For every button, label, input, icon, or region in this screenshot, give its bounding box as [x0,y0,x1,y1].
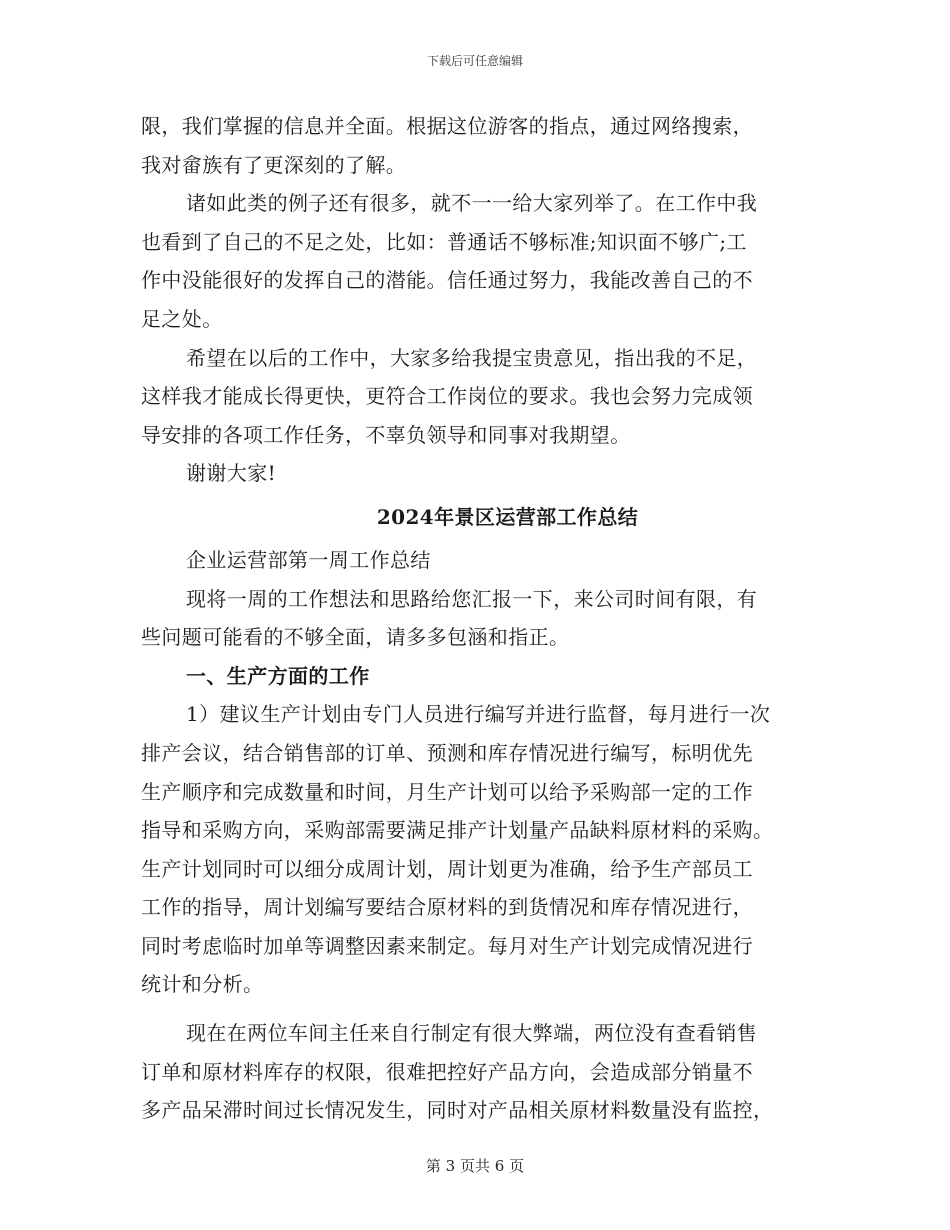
item-line: 生产顺序和完成数量和时间，月生产计划可以给予采购部一定的工作 [141,779,753,804]
item-line: 同时考虑临时加单等调整因素来制定。每月对生产计划完成情况进行 [141,933,753,958]
paragraph-line: 订单和原材料库存的权限，很难把控好产品方向，会造成部分销量不 [141,1059,753,1084]
paragraph-line: 作中没能很好的发挥自己的潜能。信任通过努力，我能改善自己的不 [141,268,753,293]
paragraph-line: 我对畲族有了更深刻的了解。 [141,152,407,177]
intro-line: 些问题可能看的不够全面，请多多包涵和指正。 [141,625,570,650]
paragraph-line: 多产品呆滞时间过长情况发生，同时对产品相关原材料数量没有监控， [141,1098,774,1123]
paragraph-line: 诸如此类的例子还有很多，就不一一给大家列举了。在工作中我 [186,191,758,216]
item-line: 排产会议，结合销售部的订单、预测和库存情况进行编写，标明优先 [141,740,753,765]
document-title: 2024年景区运营部工作总结 [376,504,639,529]
section-subtitle: 企业运营部第一周工作总结 [186,547,431,572]
intro-line: 现将一周的工作想法和思路给您汇报一下，来公司时间有限，有 [186,586,758,611]
paragraph-line: 也看到了自己的不足之处，比如：普通话不够标准;知识面不够广;工 [141,229,747,254]
closing-line: 谢谢大家! [186,461,277,486]
page-header: 下载后可任意编辑 [426,54,523,68]
paragraph-line: 足之处。 [141,306,223,331]
item-line: 生产计划同时可以细分成周计划，周计划更为准确，给予生产部员工 [141,856,753,881]
paragraph-line: 限，我们掌握的信息并全面。根据这位游客的指点，通过网络搜索， [141,114,753,138]
document-body [141,107,829,1130]
page-footer: 第 3 页共 6 页 [425,1157,525,1175]
section-heading: 一、生产方面的工作 [186,663,370,688]
item-line: 统计和分析。 [141,972,264,997]
item-line: 1）建议生产计划由专门人员进行编写并进行监督，每月进行一次 [186,702,771,727]
paragraph-line: 希望在以后的工作中，大家多给我提宝贵意见，指出我的不足， [186,345,758,370]
item-line: 指导和采购方向，采购部需要满足排产计划量产品缺料原材料的采购。 [141,818,774,843]
paragraph-line: 导安排的各项工作任务，不辜负领导和同事对我期望。 [141,422,631,447]
item-line: 工作的指导，周计划编写要结合原材料的到货情况和库存情况进行， [141,895,753,920]
paragraph-line: 这样我才能成长得更快，更符合工作岗位的要求。我也会努力完成领 [141,384,753,409]
paragraph-line: 现在在两位车间主任来自行制定有很大弊端，两位没有查看销售 [186,1021,758,1046]
